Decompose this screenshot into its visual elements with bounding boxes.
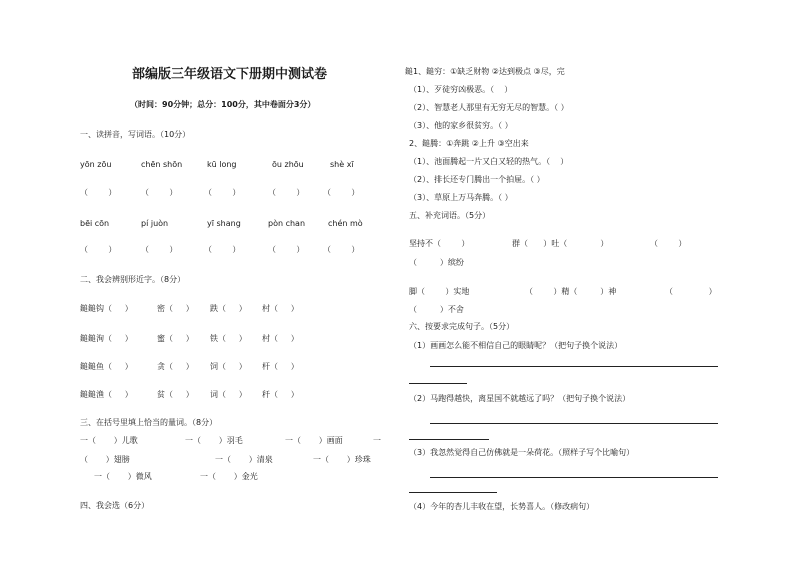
measure-word-item[interactable]: 一（ ）珍珠 — [313, 455, 371, 464]
answer-blank[interactable]: （ ） — [80, 245, 117, 254]
char-item[interactable]: 鎚鎚鱼（ ） — [80, 362, 133, 371]
choice-item[interactable]: （2）、排长还专门腾出一个拍屉。（ ） — [409, 175, 545, 184]
exam-info: （时间：90分钟；总分：100分，其中卷面分3分） — [130, 100, 316, 109]
sentence-task: （4）今年的杏儿丰收在望，长势喜人。（修改病句） — [409, 502, 595, 511]
section-4-heading: 四、我会选（6分） — [80, 501, 150, 510]
measure-word-item[interactable]: 一（ ）羽毛 — [185, 436, 243, 445]
question-1-intro: 鎚1、鎚穷：①缺乏财物 ②达到极点 ③尽，完 — [405, 67, 565, 76]
char-item[interactable]: 蜜（ ） — [157, 334, 194, 343]
answer-blank[interactable]: （ ） — [141, 245, 178, 254]
pinyin: kū long — [207, 160, 237, 169]
char-item[interactable]: 贪（ ） — [157, 362, 194, 371]
answer-blank[interactable]: （ ） — [80, 188, 117, 197]
pinyin: bēi cōn — [80, 219, 110, 228]
idiom-item[interactable]: 坚持不（ ） — [409, 239, 470, 248]
section-5-heading: 五、补充词语。（5分） — [409, 211, 491, 220]
answer-line[interactable] — [430, 477, 718, 478]
answer-blank[interactable]: （ ） — [204, 188, 241, 197]
section-3-heading: 三、在括号里填上恰当的量词。（8分） — [80, 418, 218, 427]
char-item[interactable]: 跌（ ） — [210, 304, 247, 313]
pinyin: chēn shōn — [141, 160, 183, 169]
pinyin: chén mò — [328, 219, 363, 228]
idiom-item[interactable]: （ ）不舍 — [409, 305, 464, 314]
section-2-heading: 二、我会辨别形近字。（8分） — [80, 275, 186, 284]
question-2-intro: 2、鎚腾：①奔跳 ②上升 ③空出来 — [409, 139, 529, 148]
answer-blank[interactable]: （ ） — [268, 245, 305, 254]
answer-line[interactable] — [430, 366, 718, 367]
measure-word-item[interactable]: 一（ ）清泉 — [215, 455, 273, 464]
choice-item[interactable]: （1）、池面腾起一片又白又轻的热气。（ ） — [409, 157, 569, 166]
idiom-item[interactable]: （ ）缤纷 — [409, 258, 464, 267]
pinyin: pòn chan — [268, 219, 306, 228]
idiom-item[interactable]: （ ） — [650, 239, 687, 248]
answer-line[interactable] — [409, 383, 467, 384]
section-1-heading: 一、读拼音，写词语。（10分） — [80, 130, 191, 139]
sentence-task: （3）我忽然觉得自己仿佛就是一朵荷花。（照样子写个比喻句） — [409, 448, 635, 457]
char-item[interactable]: 杆（ ） — [262, 362, 299, 371]
char-item[interactable]: 村（ ） — [262, 304, 299, 313]
measure-word-item[interactable]: 一（ ）微风 — [94, 472, 152, 481]
char-item[interactable]: 密（ ） — [157, 304, 194, 313]
char-item[interactable]: 鎚鎚渔（ ） — [80, 390, 133, 399]
answer-blank[interactable]: （ ） — [268, 188, 305, 197]
answer-line[interactable] — [430, 423, 718, 424]
answer-line[interactable] — [409, 439, 489, 440]
answer-line[interactable] — [409, 492, 497, 493]
char-item[interactable]: 秆（ ） — [262, 390, 299, 399]
char-item[interactable]: 铁（ ） — [210, 334, 247, 343]
idiom-item[interactable]: （ ） — [665, 287, 717, 296]
answer-blank[interactable]: （ ） — [323, 188, 360, 197]
measure-word-item[interactable]: 一（ ）画面 — [285, 436, 343, 445]
measure-word-item[interactable]: 一（ ）金光 — [200, 472, 258, 481]
measure-word-item[interactable]: （ ）翅膀 — [80, 455, 130, 464]
idiom-item[interactable]: （ ）精（ ）神 — [525, 287, 617, 296]
idiom-item[interactable]: 脚（ ）实地 — [409, 287, 470, 296]
char-item[interactable]: 鎚鎚钩（ ） — [80, 304, 133, 313]
char-item[interactable]: 鎚鎚洵（ ） — [80, 334, 133, 343]
answer-blank[interactable]: （ ） — [204, 245, 241, 254]
pinyin: pí juòn — [141, 219, 169, 228]
choice-item[interactable]: （1）、歹徒穷凶极恶。（ ） — [409, 85, 513, 94]
measure-word-item[interactable]: 一（ ）儿歌 — [80, 436, 138, 445]
idiom-item[interactable]: 群（ ）吐（ ） — [512, 239, 609, 248]
answer-blank[interactable]: （ ） — [323, 245, 360, 254]
section-6-heading: 六、按要求完成句子。（5分） — [409, 322, 515, 331]
char-item[interactable]: 村（ ） — [262, 334, 299, 343]
choice-item[interactable]: （3）、他的家乡很贫穷。（ ） — [409, 121, 513, 130]
pinyin: yī shang — [207, 219, 241, 228]
char-item[interactable]: 饲（ ） — [210, 362, 247, 371]
char-item[interactable]: 贫（ ） — [157, 390, 194, 399]
sentence-task: （1）画画怎么能不相信自己的眼睛呢？（把句子换个说法） — [409, 341, 623, 350]
choice-item[interactable]: （3）、草原上万马奔腾。（ ） — [409, 193, 513, 202]
sentence-task: （2）马跑得越快，离星国不就越远了吗？（把句子换个说法） — [409, 394, 631, 403]
char-item[interactable]: 词（ ） — [210, 390, 247, 399]
answer-blank[interactable]: （ ） — [141, 188, 178, 197]
choice-item[interactable]: （2）、智慧老人那里有无穷无尽的智慧。（ ） — [409, 103, 569, 112]
pinyin: yōn zōu — [80, 160, 112, 169]
pinyin: ōu zhōu — [272, 160, 304, 169]
pinyin: shè xī — [330, 160, 354, 169]
page-title: 部编版三年级语文下册期中测试卷 — [132, 67, 328, 82]
measure-word-item[interactable]: 一 — [373, 436, 381, 445]
